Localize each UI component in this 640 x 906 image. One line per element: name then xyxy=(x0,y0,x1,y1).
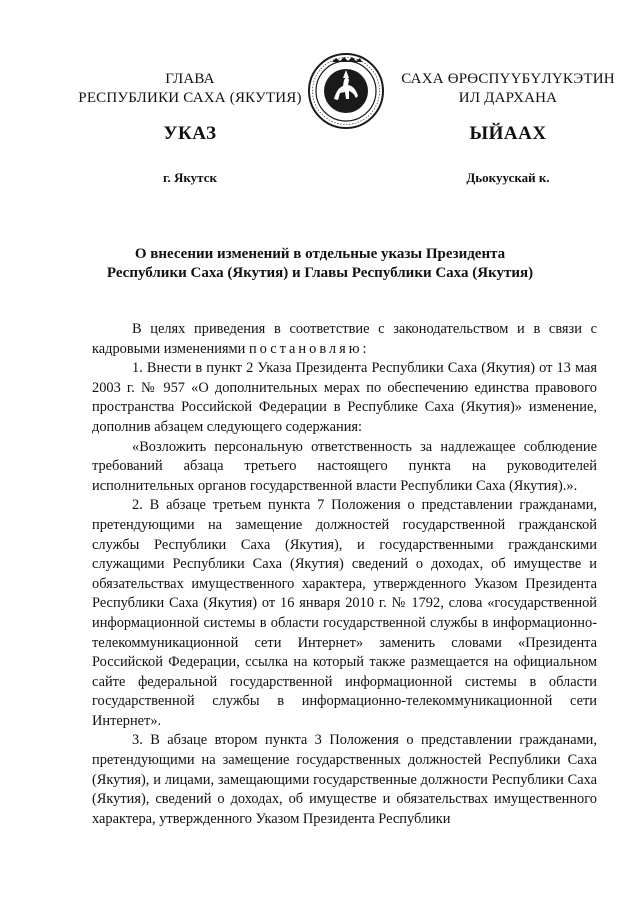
preamble-text: В целях приведения в соответствие с законодательством и в связи с кадровыми изменениями xyxy=(92,321,597,357)
document-title xyxy=(95,245,545,283)
paragraph-quote: «Возложить персональную ответственность за надлежащее соблюдение требований абзаца третьего настоящего пункта на руководителей исполнительных органов государственной власти Республики Саха (Якутия).». xyxy=(92,438,597,494)
paragraph-item-3: 3. В абзаце втором пункта 3 Положения о представлении гражданами, претендующими на замещение государственных должностей Республики Саха (Якутия), и лицами, замещающими государственные должности Республики Саха (Якутия), сведений о доходах, об имуществе и обязательствах имущественного характера, утвержденного Указом Президента Республики xyxy=(92,732,597,827)
issuer-ru xyxy=(70,70,310,108)
issuer-sakha-line2: ИЛ ДАРХАНА xyxy=(458,90,558,106)
preamble-colon: : xyxy=(362,340,367,357)
title-line1: О внесении изменений в отдельные указы Президента xyxy=(134,246,506,262)
issuer-ru-line1: ГЛАВА xyxy=(165,71,215,87)
city-sakha: Дьокуускай к. xyxy=(466,170,550,185)
city-ru: г. Якутск xyxy=(163,170,217,185)
paragraph-preamble xyxy=(92,320,597,359)
title-line2: Республики Саха (Якутия) и Главы Республики Саха (Якутия) xyxy=(106,265,534,281)
preamble-decree-word: постановляю xyxy=(248,340,363,357)
doc-kind-sakha: ЫЙААХ xyxy=(469,123,547,144)
issuer-sakha-line1: САХА ӨРӨСПҮҮБҮЛҮКЭТИН xyxy=(401,71,615,87)
issuer-sakha xyxy=(388,70,628,108)
issuer-ru-line2: РЕСПУБЛИКИ САХА (ЯКУТИЯ) xyxy=(78,90,302,106)
paragraph-item-2: 2. В абзаце третьем пункта 7 Положения о представлении гражданами, претендующими на замещение должностей государственной гражданской службы Республики Саха (Якутия), и государственными гражданскими служащими Республики Саха (Якутия) сведений о доходах, об имуществе и обязательствах имущественного характера, утвержденного Указом Президента Республики Саха (Якутия) от 16 января 2010 г. № 1792, слова «государственной информационной системы в области государственной службы в информационно-телекоммуникационной сети Интернет» заменить словами «Президента Российской Федерации, ссылка на который также размещается на официальном сайте федеральной государственной информационной системы в области государственной службы в информационно-телекоммуникационной сети Интернет». xyxy=(92,497,597,729)
doc-kind-ru: УКАЗ xyxy=(163,123,217,144)
paragraph-item-1: 1. Внести в пункт 2 Указа Президента Республики Саха (Якутия) от 13 мая 2003 г. № 957 «О дополнительных мерах по обеспечению единства правового пространства Российской Федерации в Республике Саха (Якутия)» изменение, дополнив абзацем следующего содержания: xyxy=(92,360,597,435)
coat-of-arms-seal-icon xyxy=(307,52,385,130)
document-body xyxy=(92,320,597,829)
